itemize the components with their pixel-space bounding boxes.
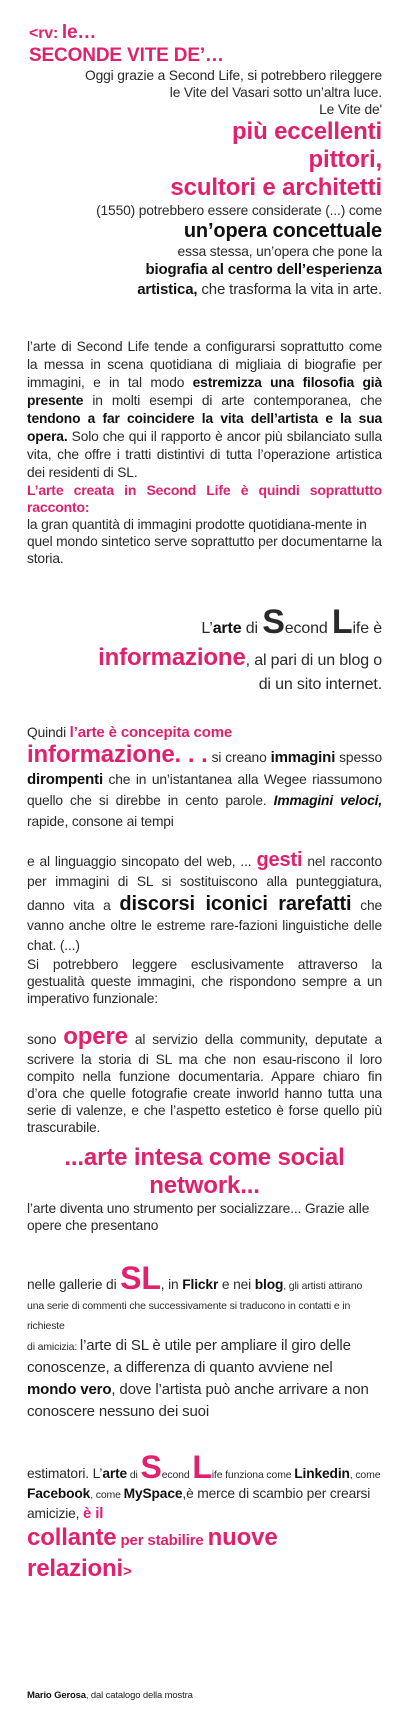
- intro-line-4: (1550) potrebbero essere considerate (...) come: [96, 203, 382, 218]
- informazione-line: informazione, al pari di un blog o: [98, 644, 382, 671]
- gesti-paragraph: e al linguaggio sincopato del web, ... gesti nel racconto per immagini di SL si sostituiscono alla punteggiatura, danno vita a discorsi iconici rarefatti che vanno anche oltre le estreme rare-fazioni linguistiche delle chat. (...): [27, 849, 383, 953]
- estimatori-paragraph: estimatori. L’arte di Second Life funziona come Linkedin, come Facebook, come MySpace,è merce di scambio per crearsi amicizie, è il: [27, 1449, 381, 1522]
- biografia-line: biografia al centro dell’esperienza: [145, 261, 382, 278]
- intro-line-3: Le Vite de': [319, 102, 382, 117]
- opera-concettuale: un’opera concettuale: [183, 220, 382, 242]
- amicizia-paragraph: di amicizia: l’arte di SL è utile per ampliare il giro delle conoscenze, a differenza di quanto avviene nel mondo vero, dove l’artista può anche arrivare a non conoscere nessuno dei suoi: [27, 1337, 369, 1420]
- artistica-line: artistica, che trasforma la vita in arte.: [137, 281, 382, 298]
- opere-paragraph: sono opere al servizio della community, deputate a scrivere la storia di SL ma che non esau-riscono il loro compito nella funzione documentaria. Appare chiaro fin d’ora che quelle fotografie create inworld hanno tutta una serie di valenze, e che l’aspetto estetico è forse quello più trascurabile.: [27, 1023, 382, 1135]
- heading-line-2: SECONDE VITE DE’…: [29, 45, 224, 66]
- socializzare-text: l’arte diventa uno strumento per socializzare... Grazie alle opere che presentano: [27, 1201, 370, 1233]
- arte-sl-line: L’arte di Second Life è: [201, 603, 382, 641]
- heading-word: le…: [61, 22, 97, 43]
- racconto-heading: L’arte creata in Second Life è quindi soprattutto racconto:: [27, 482, 382, 515]
- credit-line: Mario Gerosa, dal catalogo della mostra: [27, 1690, 193, 1701]
- social-network-heading: ...arte intesa come social network...: [64, 1144, 345, 1199]
- collante-line: collante per stabilire nuove relazioni>: [27, 1524, 278, 1582]
- immagini-paragraph: informazione. . . si creano immagini spesso dirompenti che in un’istantanea alla Wegee riassumono quello che si direbbe in cento parole. Immagini veloci, rapide, consone ai tempi: [27, 741, 383, 829]
- intro-line-2: le Vite del Vasari sotto un’altra luce.: [169, 85, 382, 100]
- informazione-line-2: di un sito internet.: [258, 676, 382, 693]
- racconto-text: la gran quantità di immagini prodotte quotidiana-mente in quel mondo sintetico serve soprattutto per documentarne la storia.: [27, 517, 382, 566]
- heading-line-1: [29, 21, 382, 44]
- paragraph-sl-1: l’arte di Second Life tende a configurarsi soprattutto come la messa in scena quotidiana di migliaia di biografie per immagini, e in tal modo estremizza una filosofia già presente in molti esempi di arte contemporanea, che tendono a far coincidere la vita dell’artista e la sua opera. Solo che qui il rapporto è ancor più sbilanciato sulla vita, che offre i tratti distintivi di tutta l’operazione artistica dei residenti di SL.: [27, 339, 382, 480]
- intro-line-5: essa stessa, un’opera che pone la: [177, 244, 382, 259]
- intro-line-1: Oggi grazie a Second Life, si potrebbero rileggere: [85, 68, 382, 83]
- rv-tag: <rv:: [29, 25, 59, 42]
- gestualita-paragraph: Si potrebbero leggere esclusivamente attraverso la gestualità queste immagini, che rispondono sempre a un imperativo funzionale:: [27, 957, 382, 1006]
- concepita-line: Quindi l’arte è concepita come: [27, 724, 233, 741]
- highlight-pittori: più eccellenti pittori, scultori e architetti: [170, 118, 382, 201]
- gallerie-paragraph: nelle gallerie di SL, in Flickr e nei blog, gli artisti attirano una serie di commenti che successivamente si traducono in contatti e in richieste: [27, 1260, 363, 1332]
